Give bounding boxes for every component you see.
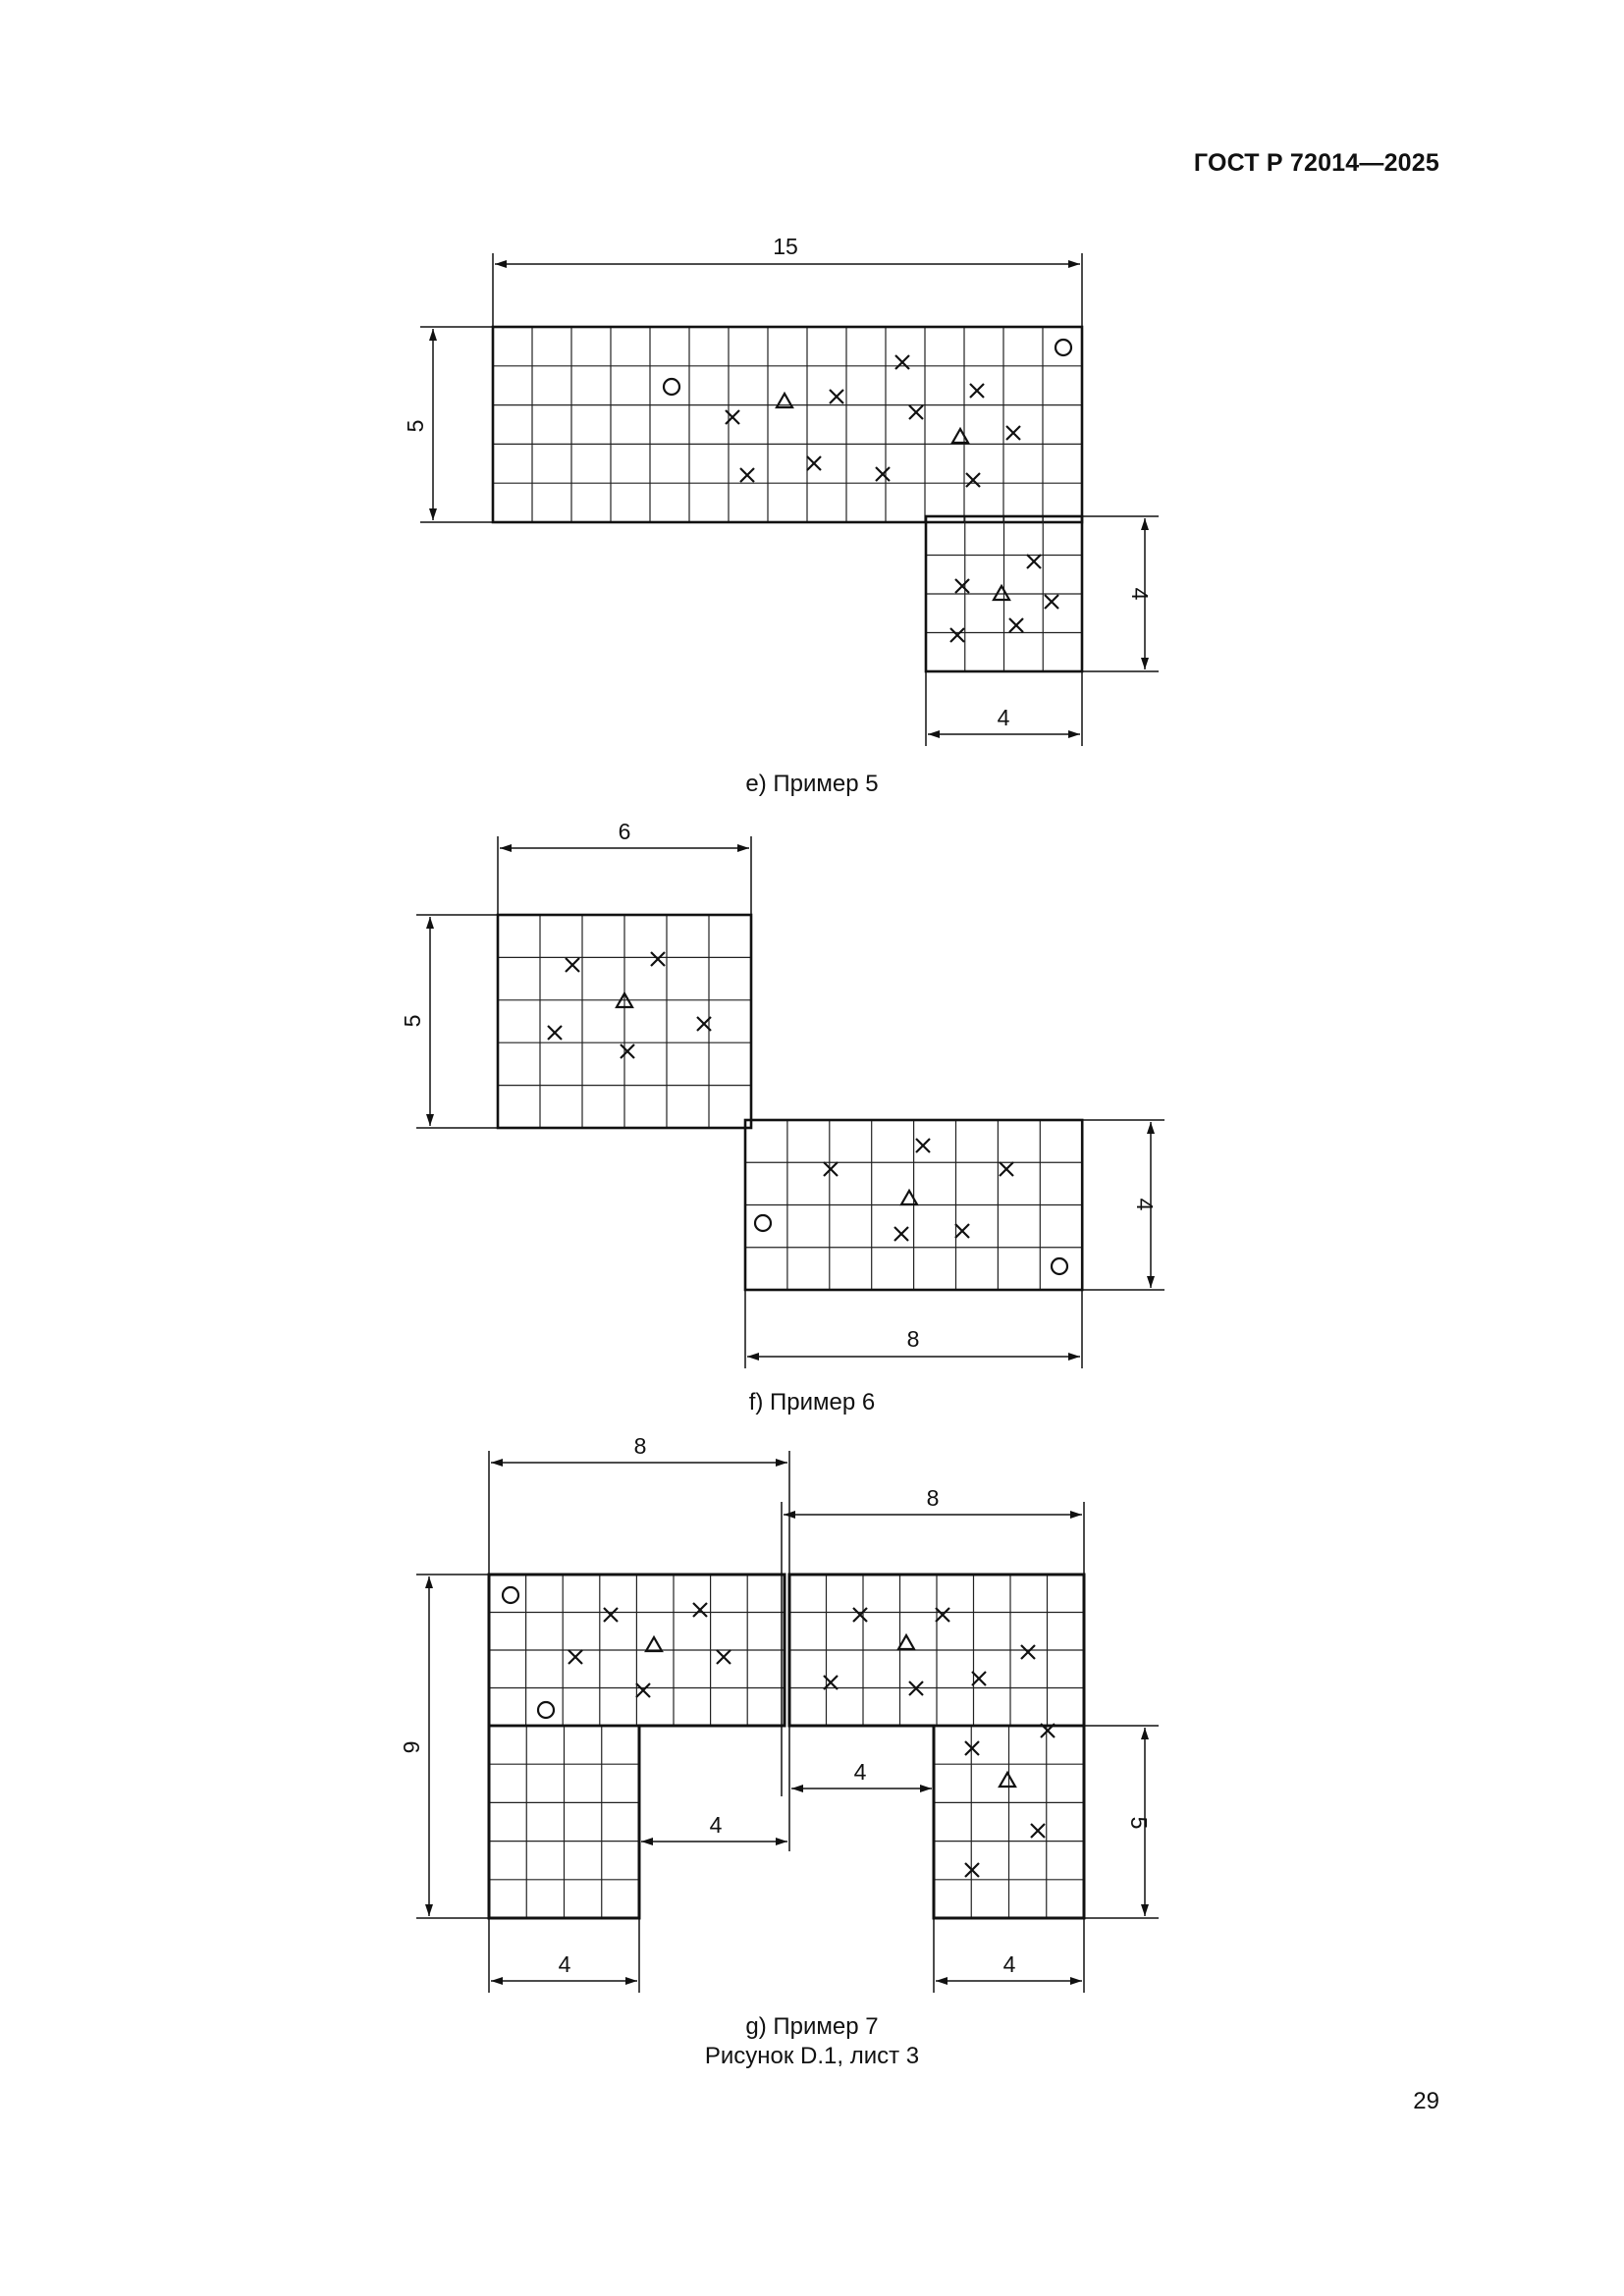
cross-mark	[955, 579, 969, 593]
circle-mark	[503, 1587, 518, 1603]
dimension-top-width	[493, 234, 1082, 327]
triangle-mark	[952, 429, 968, 443]
grid-right-upper-8x4	[789, 1575, 1084, 1726]
cross-mark	[1031, 1824, 1045, 1838]
cross-mark	[1027, 555, 1041, 568]
dimension-left-height	[400, 915, 498, 1128]
dimension-right-height	[1084, 1726, 1159, 1918]
dimension-left-height	[403, 327, 493, 522]
grid-top-15x5	[493, 327, 1082, 522]
cross-mark	[807, 456, 821, 470]
cross-mark	[824, 1162, 838, 1176]
circle-mark	[664, 379, 679, 395]
dimension-label: 8	[906, 1326, 920, 1352]
dimension-gap-lower	[641, 1726, 789, 1851]
dimension-gap-upper	[791, 1759, 932, 1789]
dimension-label: 4	[1127, 587, 1153, 601]
circle-mark	[755, 1215, 771, 1231]
cross-mark	[894, 1227, 908, 1241]
cross-mark	[955, 1224, 969, 1238]
figure-title: Рисунок D.1, лист 3	[704, 2043, 920, 2069]
dimension-label: 5	[400, 1014, 425, 1028]
cross-mark	[830, 390, 843, 403]
dimension-label: 4	[997, 705, 1010, 730]
dimension-top-width	[498, 819, 751, 915]
marks	[664, 340, 1071, 642]
shape-outline	[489, 1575, 1084, 1918]
cross-mark	[970, 384, 984, 398]
triangle-mark	[646, 1637, 662, 1651]
cross-mark	[950, 628, 964, 642]
dimension-label: 15	[773, 234, 798, 259]
dimension-left-leg-width	[489, 1918, 639, 1993]
grid-left-leg-4x5	[489, 1726, 639, 1918]
cross-mark	[1021, 1645, 1035, 1659]
dimension-label: 6	[618, 819, 631, 844]
dimension-label: 5	[403, 419, 428, 433]
grid-bottom-4x4	[926, 516, 1082, 671]
dimension-right-height	[1082, 516, 1159, 671]
dimension-right-height	[1082, 1120, 1164, 1290]
triangle-mark	[898, 1635, 914, 1649]
dimension-left-top-width	[489, 1433, 789, 1575]
dimension-bottom-width	[745, 1290, 1082, 1368]
cross-mark	[916, 1139, 930, 1152]
cross-mark	[568, 1650, 582, 1664]
dimension-label: 4	[1002, 1951, 1016, 1977]
cross-mark	[621, 1044, 634, 1058]
cross-mark	[717, 1650, 731, 1664]
grid-right-leg-4x5	[934, 1726, 1084, 1918]
dimension-label: 9	[399, 1740, 424, 1754]
triangle-mark	[901, 1191, 917, 1204]
cross-mark	[853, 1608, 867, 1622]
dimension-label: 8	[926, 1485, 940, 1511]
circle-mark	[538, 1702, 554, 1718]
cross-mark	[909, 405, 923, 419]
dimension-right-leg-width	[934, 1918, 1084, 1993]
page-number: 29	[1413, 2088, 1439, 2114]
dimension-label: 4	[853, 1759, 867, 1785]
dimension-label: 8	[633, 1433, 647, 1459]
grid-left-upper-8x4	[489, 1575, 785, 1726]
cross-mark	[1006, 426, 1020, 440]
circle-mark	[1056, 340, 1071, 355]
triangle-mark	[1000, 1773, 1015, 1787]
dimension-label: 4	[1132, 1198, 1158, 1211]
cross-mark	[965, 1741, 979, 1755]
cross-mark	[936, 1608, 949, 1622]
cross-mark	[726, 410, 739, 424]
cross-mark	[876, 467, 890, 481]
cross-mark	[740, 468, 754, 482]
dimension-left-height	[399, 1575, 489, 1918]
circle-mark	[1052, 1258, 1067, 1274]
cross-mark	[966, 473, 980, 487]
figure-caption-example-5: е) Пример 5	[745, 771, 879, 797]
grid-left-6x5	[498, 915, 751, 1128]
cross-mark	[1000, 1162, 1013, 1176]
cross-mark	[1045, 595, 1058, 609]
cross-mark	[965, 1863, 979, 1877]
triangle-mark	[994, 586, 1009, 600]
grid-outline	[493, 327, 1082, 522]
cross-mark	[1009, 618, 1023, 632]
dimension-label: 5	[1126, 1816, 1152, 1830]
figure-example-5	[403, 234, 1159, 746]
cross-mark	[651, 952, 665, 966]
cross-mark	[604, 1608, 618, 1622]
figure-caption-example-7: g) Пример 7	[745, 2013, 879, 2040]
document-header: ГОСТ Р 72014—2025	[1193, 149, 1439, 177]
figure-example-6	[400, 819, 1164, 1368]
dimension-label: 4	[709, 1812, 723, 1838]
cross-mark	[566, 958, 579, 972]
cross-mark	[548, 1026, 562, 1040]
figure-example-7	[399, 1433, 1159, 1993]
cross-mark	[636, 1683, 650, 1697]
dimension-bottom-width	[926, 671, 1082, 746]
dimension-label: 4	[558, 1951, 571, 1977]
cross-mark	[895, 355, 909, 369]
cross-mark	[693, 1603, 707, 1617]
figure-caption-example-6: f) Пример 6	[748, 1389, 876, 1415]
